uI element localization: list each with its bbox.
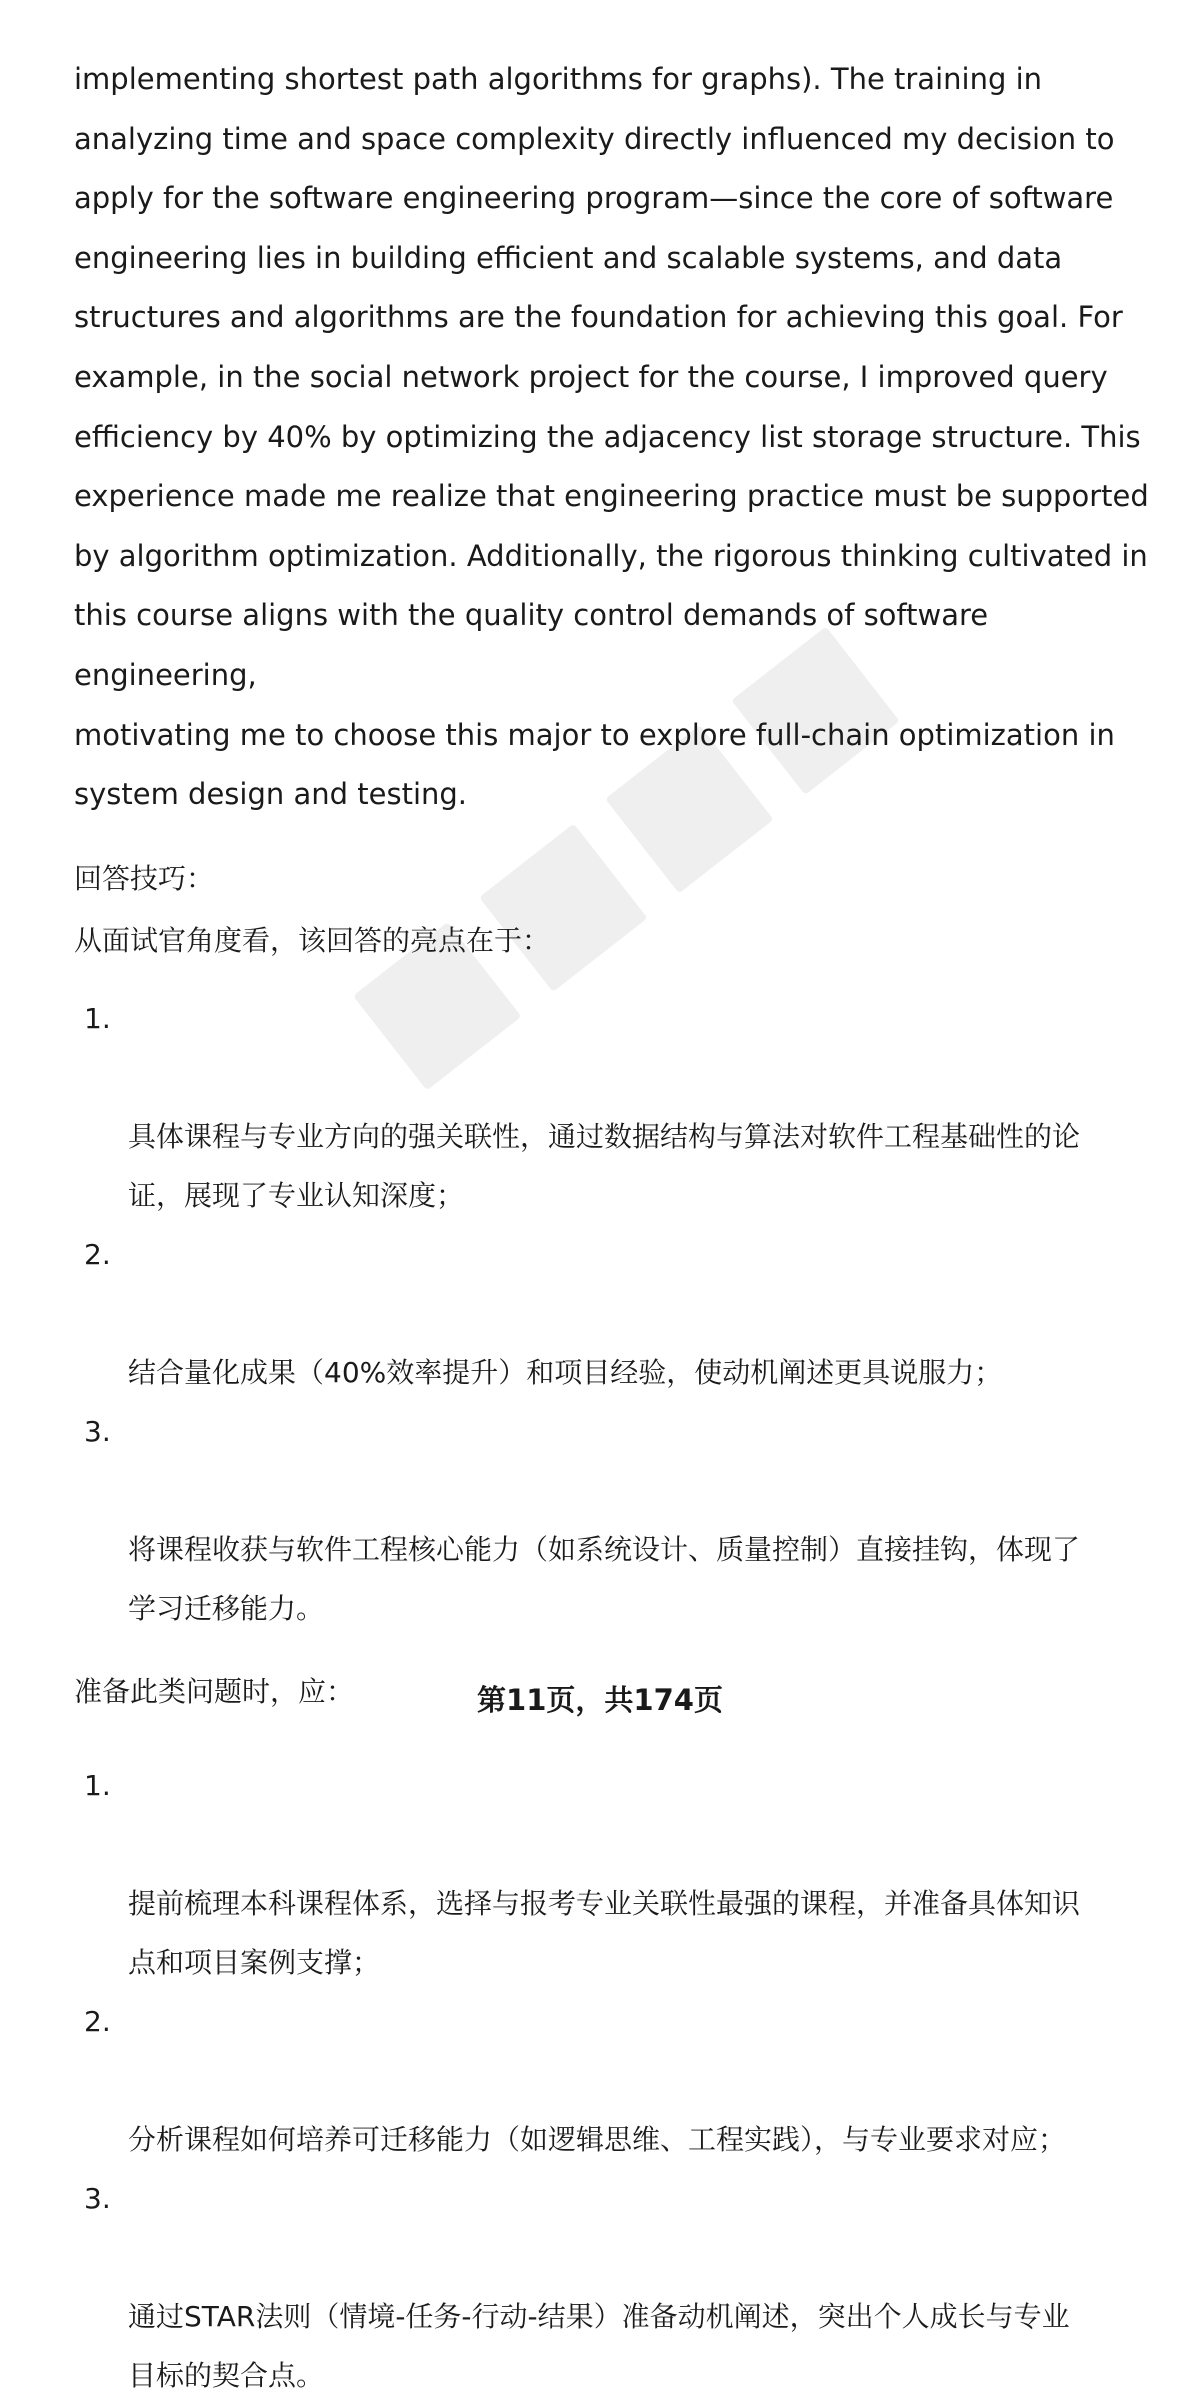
list-item-text: 结合量化成果（40%效率提升）和项目经验，使动机阐述更具说服力； <box>128 1355 1003 1389</box>
list-item-number: 3. <box>84 2181 111 2215</box>
list-item-number: 1. <box>84 1768 111 1802</box>
list-item-text: 分析课程如何培养可迁移能力（如逻辑思维、工程实践），与专业要求对应； <box>128 2122 1067 2156</box>
list-item-text: 将课程收获与软件工程核心能力（如系统设计、质量控制）直接挂钩，体现了 学习迁移能力。 <box>128 1532 1081 1625</box>
list-item-text: 通过STAR法则（情境-任务-行动-结果）准备动机阐述，突出个人成长与专业 目标的契合点。 <box>128 2299 1070 2392</box>
answer-body-text: implementing shortest path algorithms for graphs). The training in analyzing time and space complexity directly influenced my decision to apply for the software engineering program—since the core of software engineering lies in building efficient and scalable systems, and data structures and algorithms are the foundation for achieving this goal. For example, in the social network project for the course, I improved query efficiency by 40% by optimizing the adjacency list storage structure. This experience made me realize that engineering practice must be supported by algorithm optimization. Additionally, the rigorous thinking cultivated in this course aligns with the quality control demands of software engineering, motivating me to choose this major to explore full-chain optimization in system design and testing. <box>74 62 1149 812</box>
list-item <box>74 989 1174 1225</box>
list-item-number: 2. <box>84 2004 111 2038</box>
tips-heading: 回答技巧： <box>74 861 215 895</box>
page-number-footer: 第11页，共174页 <box>477 1683 723 1717</box>
list-item <box>74 1402 1174 1638</box>
highlights-list <box>74 989 1174 1638</box>
list-item <box>74 1756 1174 1992</box>
list-item <box>74 1225 1174 1402</box>
list-item-text: 具体课程与专业方向的强关联性，通过数据结构与算法对软件工程基础性的论 证，展现了专业认知深度； <box>128 1119 1081 1212</box>
page-content <box>74 50 1174 2405</box>
list-item-number: 1. <box>84 1001 111 1035</box>
prep-list <box>74 1756 1174 2405</box>
prep-heading: 准备此类问题时，应： <box>74 1674 355 1708</box>
tips-intro: 从面试官角度看，该回答的亮点在于： <box>74 923 551 957</box>
list-item-text: 提前梳理本科课程体系，选择与报考专业关联性最强的课程，并准备具体知识 点和项目案例支撑； <box>128 1886 1081 1979</box>
list-item-number: 2. <box>84 1237 111 1271</box>
list-item <box>74 2169 1174 2405</box>
list-item <box>74 1992 1174 2169</box>
list-item-number: 3. <box>84 1414 111 1448</box>
